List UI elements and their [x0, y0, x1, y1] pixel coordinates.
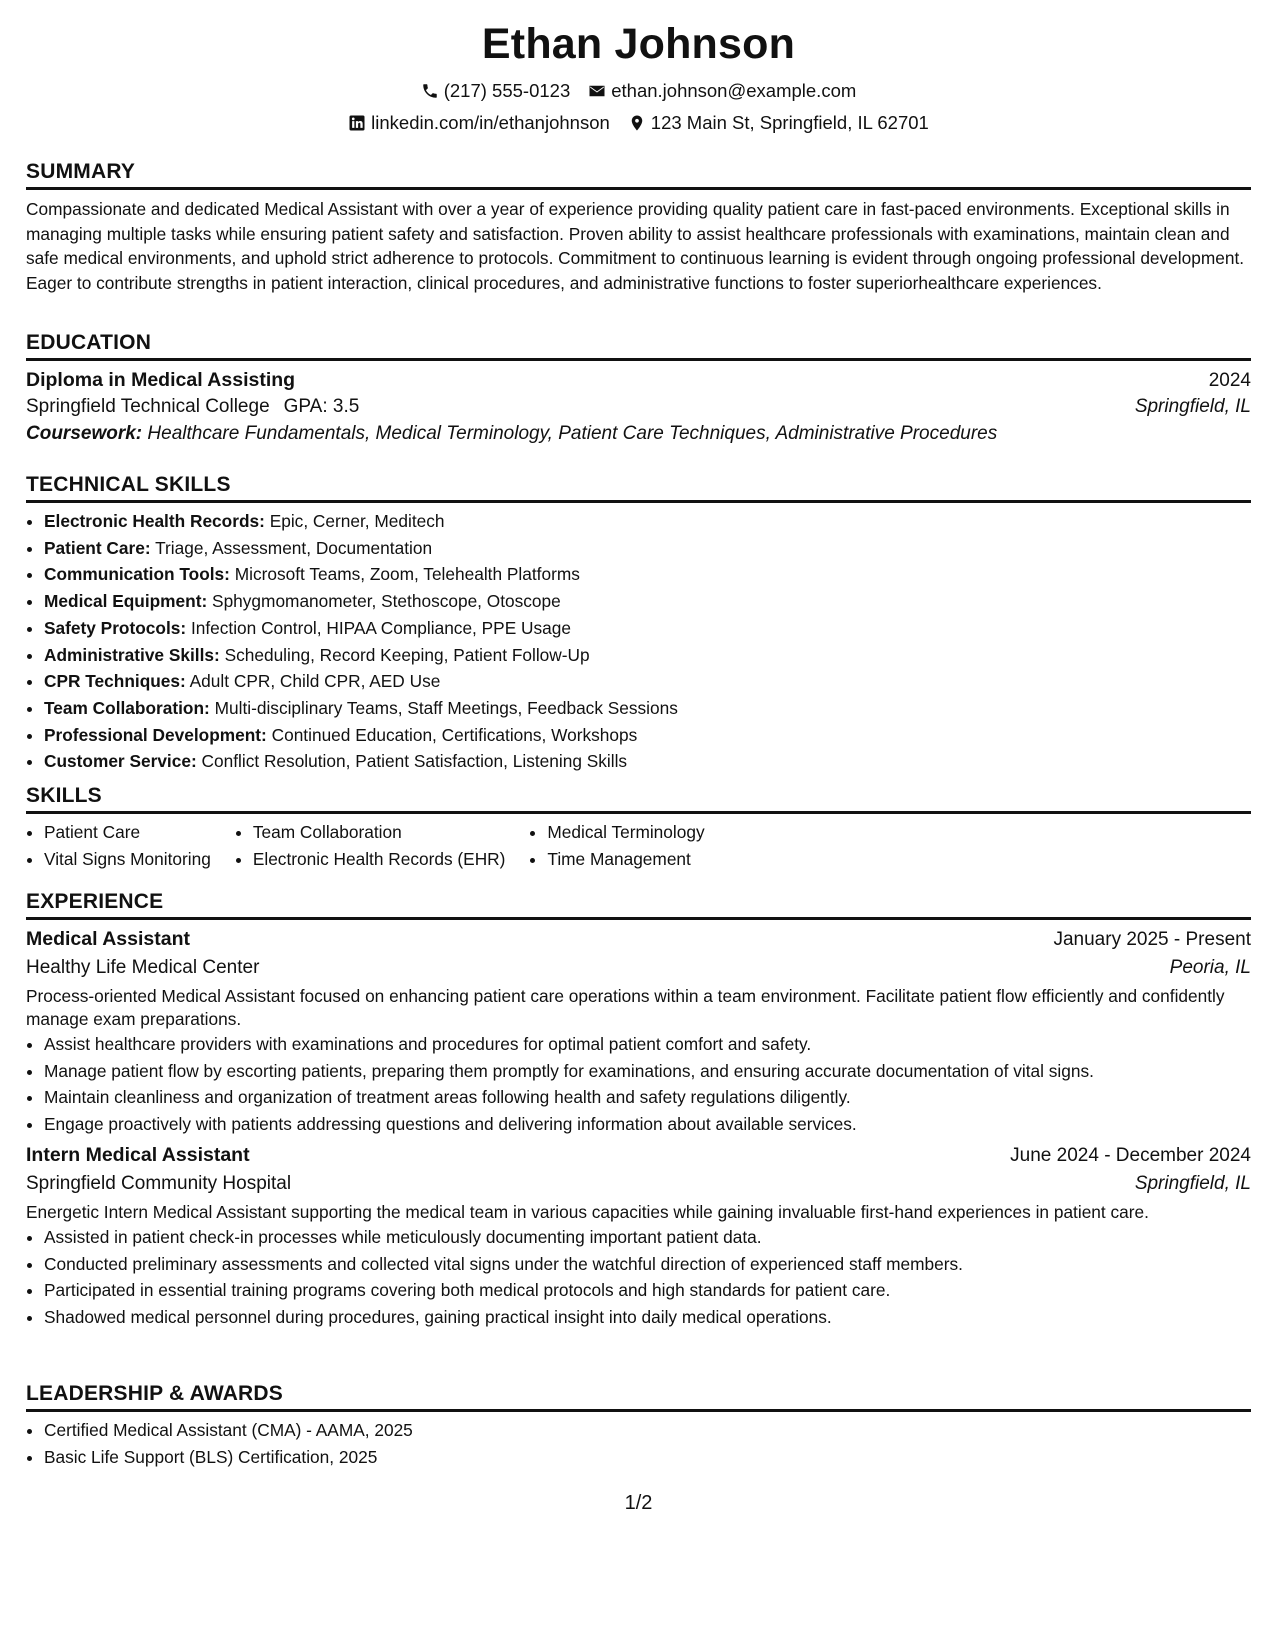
- list-item: • Assisted in patient check-in processes while meticulously documenting important patient data.: [44, 1224, 1251, 1251]
- job-location: Peoria, IL: [1169, 957, 1251, 978]
- list-item: • Patient Care: [44, 819, 211, 846]
- section-title: EDUCATION: [26, 331, 1251, 361]
- skill-value: Conflict Resolution, Patient Satisfaction, Listening Skills: [201, 751, 628, 772]
- list-item: • Medical Terminology: [547, 819, 704, 846]
- skill-label: Team Collaboration:: [44, 697, 210, 718]
- list-item: [44, 748, 1251, 775]
- skill-label: CPR Techniques:: [44, 671, 186, 692]
- coursework-line: [26, 423, 1251, 445]
- job-location: Springfield, IL: [1134, 1172, 1251, 1194]
- list-item: [44, 668, 1251, 695]
- page-number: 1/2: [624, 1492, 653, 1514]
- list-item: • Time Management: [547, 846, 704, 873]
- linkedin-icon: [348, 114, 366, 132]
- skill-value: Multi-disciplinary Teams, Staff Meetings, Feedback Sessions: [214, 697, 678, 718]
- skill-value: Microsoft Teams, Zoom, Telehealth Platforms: [234, 564, 580, 585]
- degree: Diploma in Medical Assisting: [26, 369, 296, 391]
- job-summary: Energetic Intern Medical Assistant supporting the medical team in various capacities while gaining invaluable first-hand experiences in patient care.: [26, 1201, 1149, 1222]
- section-title: EXPERIENCE: [26, 890, 1251, 920]
- section-title: SUMMARY: [26, 160, 1251, 190]
- address-item: [628, 112, 929, 134]
- education-section: [26, 331, 1251, 445]
- skills-column-3: [529, 819, 704, 872]
- job-bullets: [26, 1031, 1251, 1138]
- list-item: • Electronic Health Records (EHR): [253, 846, 506, 873]
- list-item: • Conducted preliminary assessments and collected vital signs under the watchful direction of experienced staff members.: [44, 1251, 1251, 1278]
- contact-line-1: [26, 80, 1251, 102]
- skill-value: Continued Education, Certifications, Workshops: [271, 724, 638, 745]
- awards-section: [26, 1382, 1251, 1470]
- education-row-1: [26, 369, 1251, 392]
- skill-value: Scheduling, Record Keeping, Patient Follow-Up: [224, 644, 590, 665]
- education-row-2: [26, 396, 1251, 418]
- technical-skills-section: [26, 473, 1251, 775]
- summary-section: [26, 160, 1251, 295]
- job-company: Springfield Community Hospital: [26, 1172, 292, 1194]
- skill-value: Adult CPR, Child CPR, AED Use: [189, 671, 441, 692]
- list-item: [44, 561, 1251, 588]
- graduation-year: 2024: [1208, 370, 1251, 391]
- linkedin-item: [348, 112, 610, 134]
- map-pin-icon: [628, 114, 646, 132]
- summary-text: Compassionate and dedicated Medical Assistant with over a year of experience providing quality patient care in fast-paced environments. Exceptional skills in managing multiple tasks while ensuring patient safety and satisfaction. Proven ability to assist healthcare professionals with examinations, maintain clean and safe medical environments, and uphold strict adherence to protocols. Commitment to continuous learning is evident through ongoing professional development. Eager to contribute strengths in patient interaction, clinical procedures, and administrative functions to foster superiorhealthcare experiences.: [26, 199, 1245, 293]
- list-item: • Certified Medical Assistant (CMA) - AAMA, 2025: [44, 1417, 1251, 1444]
- job-company: Healthy Life Medical Center: [26, 957, 260, 978]
- job-header: [26, 1144, 1251, 1167]
- email-address[interactable]: ethan.johnson@example.com: [611, 80, 857, 101]
- list-item: • Team Collaboration: [253, 819, 506, 846]
- skill-value: Sphygmomanometer, Stethoscope, Otoscope: [212, 591, 561, 612]
- skill-label: Patient Care:: [44, 537, 151, 558]
- skill-value: Infection Control, HIPAA Compliance, PPE Usage: [190, 617, 571, 638]
- list-item: • Vital Signs Monitoring: [44, 846, 211, 873]
- coursework-list: Healthcare Fundamentals, Medical Terminology, Patient Care Techniques, Administrative Procedures: [147, 423, 998, 444]
- address: 123 Main St, Springfield, IL 62701: [650, 112, 929, 133]
- phone-number: (217) 555-0123: [443, 80, 571, 101]
- skill-value: Epic, Cerner, Meditech: [269, 511, 445, 531]
- skills-grid: [26, 819, 1251, 872]
- experience-section: [26, 890, 1251, 1331]
- skill-label: Professional Development:: [44, 724, 267, 745]
- list-item: • Basic Life Support (BLS) Certification, 2025: [44, 1444, 1251, 1471]
- envelope-icon: [588, 82, 606, 100]
- school-location: Springfield, IL: [1134, 396, 1251, 417]
- list-item: • Shadowed medical personnel during procedures, gaining practical insight into daily medical operations.: [44, 1304, 1251, 1331]
- skill-label: Customer Service:: [44, 751, 197, 772]
- technical-skills-list: [26, 508, 1251, 775]
- contact-line-2: [26, 112, 1251, 134]
- list-item: [44, 722, 1251, 749]
- job-entry: [26, 1144, 1251, 1331]
- section-title: SKILLS: [26, 784, 1251, 814]
- list-item: [44, 695, 1251, 722]
- awards-list: [26, 1417, 1251, 1470]
- school-name: Springfield Technical College: [26, 396, 270, 417]
- list-item: • Participated in essential training programs covering both medical protocols and high standards for patient care.: [44, 1277, 1251, 1304]
- job-role: Intern Medical Assistant: [26, 1143, 250, 1166]
- job-entry: [26, 928, 1251, 1138]
- skill-label: Safety Protocols:: [44, 617, 187, 638]
- list-item: • Assist healthcare providers with examinations and procedures for optimal patient comfort and safety.: [44, 1031, 1251, 1058]
- skills-column-1: [26, 819, 211, 872]
- school-line: [26, 396, 359, 418]
- skill-label: Medical Equipment:: [44, 591, 208, 612]
- email-item: [588, 80, 856, 102]
- job-role: Medical Assistant: [26, 928, 190, 950]
- skill-label: Communication Tools:: [44, 564, 230, 585]
- skills-section: [26, 784, 1251, 872]
- list-item: [44, 535, 1251, 562]
- list-item: [44, 642, 1251, 669]
- list-item: [44, 508, 1251, 535]
- job-dates: June 2024 - December 2024: [1010, 1144, 1251, 1166]
- list-item: • Manage patient flow by escorting patients, preparing them promptly for examinations, and ensuring accurate documentation of vital signs.: [44, 1058, 1251, 1085]
- section-title: TECHNICAL SKILLS: [26, 473, 1251, 503]
- job-header: [26, 928, 1251, 951]
- list-item: [44, 588, 1251, 615]
- skill-label: Electronic Health Records:: [44, 511, 265, 531]
- linkedin-url[interactable]: linkedin.com/in/ethanjohnson: [371, 112, 610, 133]
- phone-item: [421, 80, 571, 102]
- gpa: GPA: 3.5: [283, 396, 360, 417]
- skill-label: Administrative Skills:: [44, 644, 220, 665]
- job-subheader: [26, 957, 1251, 979]
- list-item: [44, 615, 1251, 642]
- job-summary: Process-oriented Medical Assistant focused on enhancing patient care operations within a team environment. Facilitate patient flow efficiently and confidently manage exam preparations.: [26, 986, 1225, 1029]
- section-title: LEADERSHIP & AWARDS: [26, 1382, 1251, 1412]
- job-dates: January 2025 - Present: [1053, 929, 1251, 950]
- coursework-label: Coursework:: [26, 423, 143, 444]
- candidate-name: Ethan Johnson: [481, 20, 796, 68]
- job-subheader: [26, 1173, 1251, 1195]
- job-bullets: [26, 1224, 1251, 1331]
- phone-icon: [421, 82, 439, 100]
- list-item: • Maintain cleanliness and organization of treatment areas following health and safety regulations diligently.: [44, 1084, 1251, 1111]
- skills-column-2: [235, 819, 506, 872]
- list-item: • Engage proactively with patients addressing questions and delivering information about available services.: [44, 1111, 1251, 1138]
- skill-value: Triage, Assessment, Documentation: [155, 537, 433, 558]
